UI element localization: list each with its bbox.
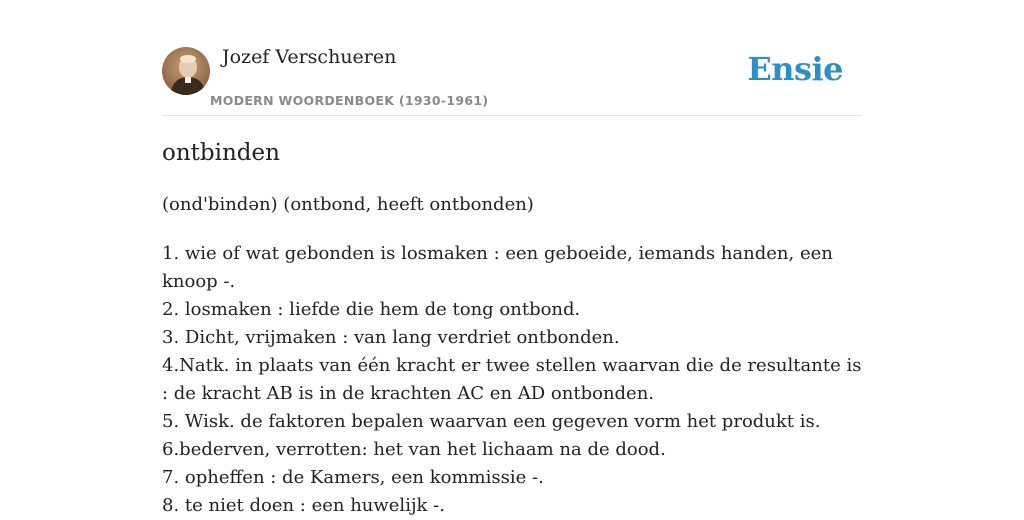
definition-item: 7. opheffen : de Kamers, een kommissie -. — [162, 467, 544, 488]
source-label[interactable]: MODERN WOORDENBOEK (1930-1961) — [210, 93, 489, 108]
author-portrait-image — [162, 47, 210, 95]
definition-list — [162, 240, 862, 520]
definition-item: 6.bederven, verrotten: het van het lichaam na de dood. — [162, 439, 666, 460]
definition-item: 8. te niet doen : een huwelijk -. — [162, 495, 445, 516]
definition-item: 5. Wisk. de faktoren bepalen waarvan een gegeven vorm het produkt is. — [162, 411, 821, 432]
entry-pronunciation: (ond'bindən) (ontbond, heeft ontbonden) — [162, 194, 534, 215]
author-name[interactable]: Jozef Verschueren — [222, 46, 397, 68]
definition-item: 3. Dicht, vrijmaken : van lang verdriet ontbonden. — [162, 327, 620, 348]
author-avatar[interactable] — [162, 47, 210, 95]
definition-item: 1. wie of wat gebonden is losmaken : een geboeide, iemands handen, een knoop -. — [162, 243, 833, 292]
entry-page — [162, 0, 862, 516]
definition-item: 4.Natk. in plaats van één kracht er twee stellen waarvan die de resultante is : de kracht AB is in de krachten AC en AD ontbonden. — [162, 355, 862, 404]
site-logo[interactable]: Ensie — [747, 50, 843, 88]
header-divider — [162, 115, 862, 116]
entry-headword: ontbinden — [162, 140, 280, 166]
definition-item: 2. losmaken : liefde die hem de tong ontbond. — [162, 299, 581, 320]
